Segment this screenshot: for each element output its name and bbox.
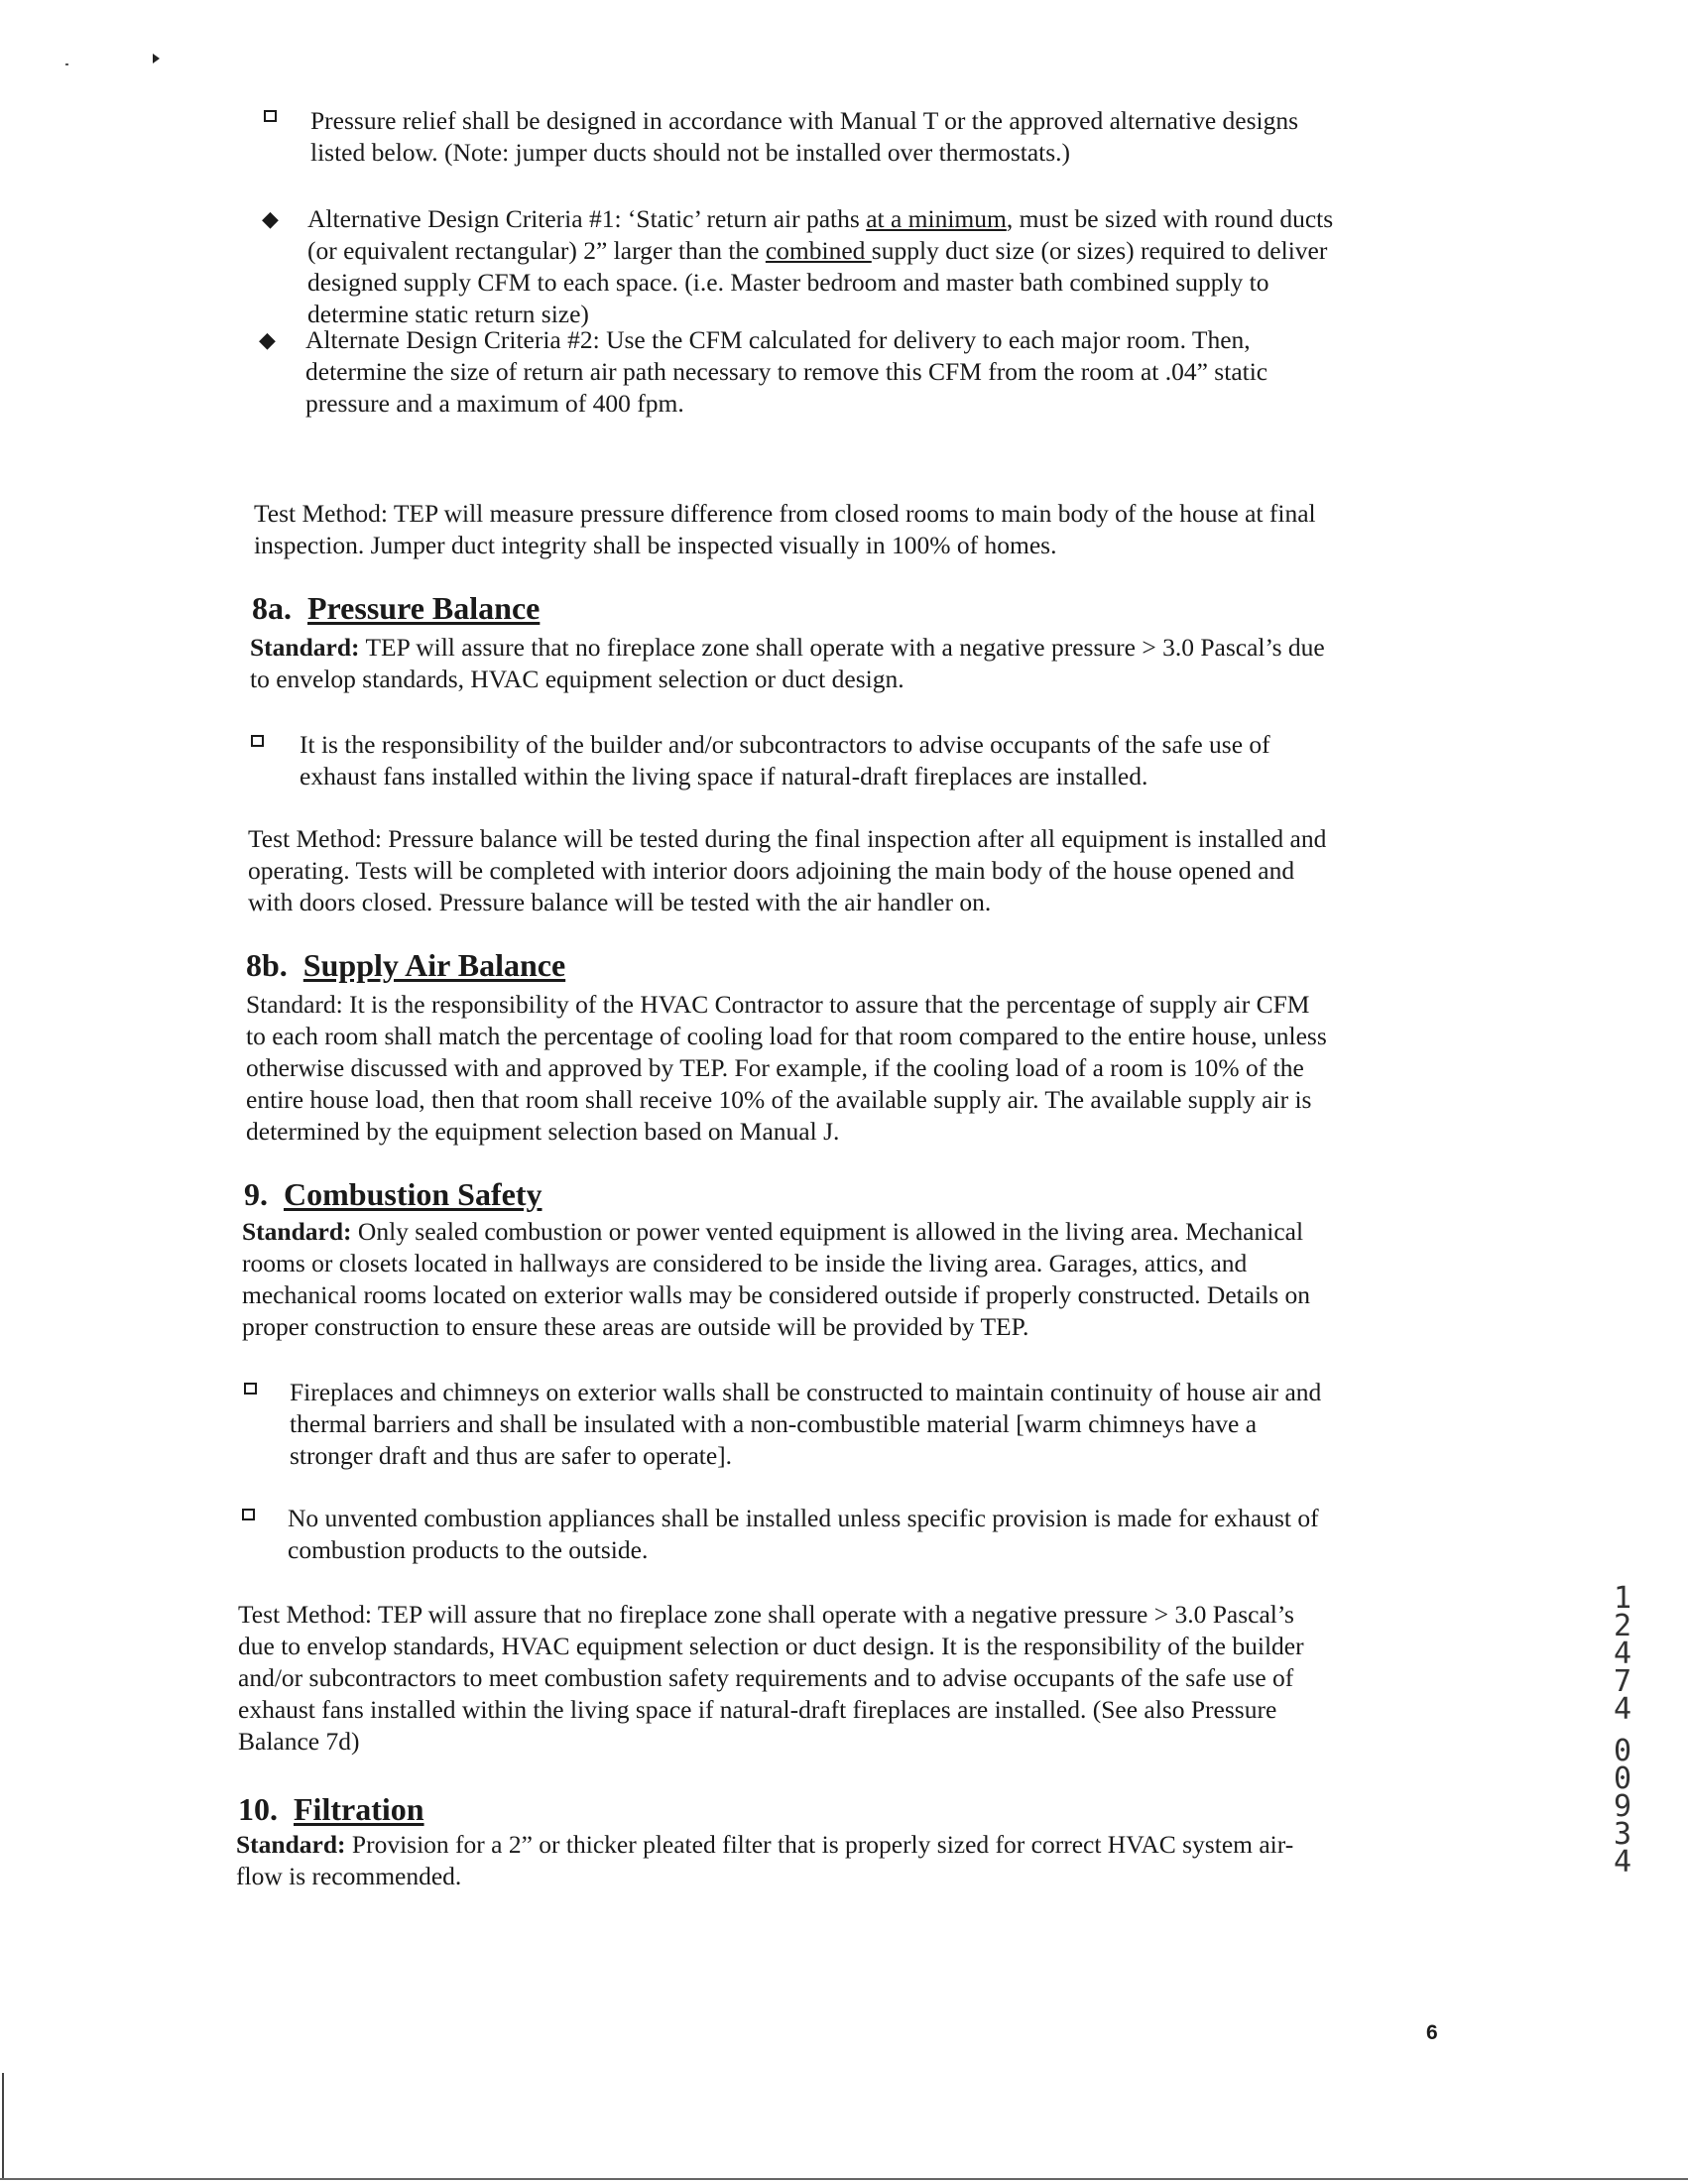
text-line: exhaust fans installed within the living space if natural-draft fireplaces are installed. (See also Pressure xyxy=(238,1695,1277,1724)
bullet-item-9-fireplaces xyxy=(290,1377,1321,1472)
text-line: combustion products to the outside. xyxy=(288,1535,649,1564)
scan-edge-line xyxy=(0,2178,1688,2180)
text-line: to each room shall match the percentage of cooling load for that room compared to the entire house, unless xyxy=(246,1022,1327,1050)
standard-10 xyxy=(236,1829,1293,1892)
text-line: Standard: It is the responsibility of the HVAC Contractor to assure that the percentage of supply air CFM xyxy=(246,990,1310,1019)
text-line: with doors closed. Pressure balance will be tested with the air handler on. xyxy=(248,888,992,916)
underlined-text: at a minimum xyxy=(866,204,1007,233)
document-id-stamp: 1 2 4 7 4 0 0 9 3 4 xyxy=(1613,1581,1632,1880)
text-line: entire house load, then that room shall receive 10% of the available supply air. The available supply air is xyxy=(246,1085,1312,1114)
text-line: determine static return size) xyxy=(307,300,589,328)
section-heading-10: 10. Filtration xyxy=(238,1791,424,1827)
text-line: Fireplaces and chimneys on exterior walls shall be constructed to maintain continuity of house air and xyxy=(290,1378,1322,1406)
checkbox-bullet-icon xyxy=(244,1383,257,1395)
text-line: Pressure relief shall be designed in accordance with Manual T or the approved alternative designs xyxy=(310,106,1299,135)
text-line: mechanical rooms located on exterior walls may be considered outside if properly constructed. Details on xyxy=(242,1280,1311,1309)
section-heading-9: 9. Combustion Safety xyxy=(244,1176,543,1212)
text-line: No unvented combustion appliances shall be installed unless specific provision is made for exhaust of xyxy=(288,1504,1319,1532)
test-method-8a xyxy=(248,823,1326,918)
section-title: Supply Air Balance xyxy=(302,947,566,983)
text-line: Test Method: TEP will measure pressure difference from closed rooms to main body of the house at final xyxy=(254,499,1316,528)
section-heading-8a: 8a. Pressure Balance xyxy=(252,590,541,626)
section-title: Filtration xyxy=(294,1791,424,1827)
text-line: It is the responsibility of the builder and/or subcontractors to advise occupants of the safe use of xyxy=(300,730,1270,759)
text-line: Alternative Design Criteria #1: ‘Static’ return air paths at a minimum, must be sized with round ducts xyxy=(307,204,1334,233)
text-line: and/or subcontractors to meet combustion safety requirements and to advise occupants of the safe use of xyxy=(238,1663,1294,1692)
text-line: proper construction to ensure these areas are outside will be provided by TEP. xyxy=(242,1312,1029,1341)
alt-design-criteria-1 xyxy=(307,203,1333,330)
text-line: (or equivalent rectangular) 2” larger than the combined supply duct size (or sizes) required to deliver xyxy=(307,236,1328,265)
text-line: flow is recommended. xyxy=(236,1862,462,1890)
text-line: rooms or closets located in hallways are considered to be inside the living area. Garages, attics, and xyxy=(242,1249,1248,1277)
text-line: determined by the equipment selection based on Manual J. xyxy=(246,1117,840,1146)
pressure-relief-item xyxy=(310,105,1298,169)
test-method-9 xyxy=(238,1599,1304,1758)
text-line: Alternate Design Criteria #2: Use the CFM calculated for delivery to each major room. Then, xyxy=(305,325,1251,354)
diamond-bullet-icon: ◆ xyxy=(259,327,276,352)
diamond-bullet-icon: ◆ xyxy=(262,206,279,231)
alt-design-criteria-2 xyxy=(305,324,1267,420)
scan-mark-arrow xyxy=(153,54,160,63)
text-line: inspection. Jumper duct integrity shall be inspected visually in 100% of homes. xyxy=(254,531,1057,559)
text-line: pressure and a maximum of 400 fpm. xyxy=(305,389,684,418)
text-line: designed supply CFM to each space. (i.e. Master bedroom and master bath combined supply to xyxy=(307,268,1269,297)
text-line: determine the size of return air path necessary to remove this CFM from the room at .04” static xyxy=(305,357,1268,386)
standard-9 xyxy=(242,1216,1310,1343)
text-line: Standard: Only sealed combustion or power vented equipment is allowed in the living area. Mechanical xyxy=(242,1217,1304,1246)
text-line: Balance 7d) xyxy=(238,1727,360,1756)
text-line: listed below. (Note: jumper ducts should not be installed over thermostats.) xyxy=(310,138,1071,167)
text-line: Test Method: TEP will assure that no fireplace zone shall operate with a negative pressure > 3.0 Pascal’s xyxy=(238,1600,1294,1629)
scan-dot xyxy=(65,63,68,65)
page-number: 6 xyxy=(1426,2021,1438,2044)
scan-edge-line xyxy=(2,2073,4,2178)
text-line: Standard: TEP will assure that no fireplace zone shall operate with a negative pressure > 3.0 Pascal’s due xyxy=(250,633,1325,662)
section-title: Pressure Balance xyxy=(307,590,541,626)
checkbox-bullet-icon xyxy=(242,1509,255,1520)
text-line: otherwise discussed with and approved by TEP. For example, if the cooling load of a room is 10% of the xyxy=(246,1053,1304,1082)
section-title: Combustion Safety xyxy=(284,1176,543,1212)
standard-8b xyxy=(246,989,1327,1148)
test-method-pressure-relief xyxy=(254,498,1316,561)
text-line: to envelop standards, HVAC equipment selection or duct design. xyxy=(250,665,904,693)
checkbox-bullet-icon xyxy=(264,110,277,122)
text-line: Standard: Provision for a 2” or thicker pleated filter that is properly sized for correct HVAC system air- xyxy=(236,1830,1294,1859)
text-line: thermal barriers and shall be insulated with a non-combustible material [warm chimneys have a xyxy=(290,1409,1258,1438)
text-line: due to envelop standards, HVAC equipment selection or duct design. It is the responsibility of the builder xyxy=(238,1632,1304,1660)
standard-8a xyxy=(250,632,1325,695)
text-line: exhaust fans installed within the living space if natural-draft fireplaces are installed. xyxy=(300,762,1148,790)
text-line: operating. Tests will be completed with interior doors adjoining the main body of the house opened and xyxy=(248,856,1295,885)
bullet-item-8a xyxy=(300,729,1270,792)
text-line: stronger draft and thus are safer to operate]. xyxy=(290,1441,733,1470)
section-heading-8b: 8b. Supply Air Balance xyxy=(246,947,566,983)
text-line: Test Method: Pressure balance will be tested during the final inspection after all equipment is installed and xyxy=(248,824,1327,853)
checkbox-bullet-icon xyxy=(251,735,264,747)
underlined-text: combined xyxy=(765,236,872,265)
bullet-item-9-unvented xyxy=(288,1503,1319,1566)
